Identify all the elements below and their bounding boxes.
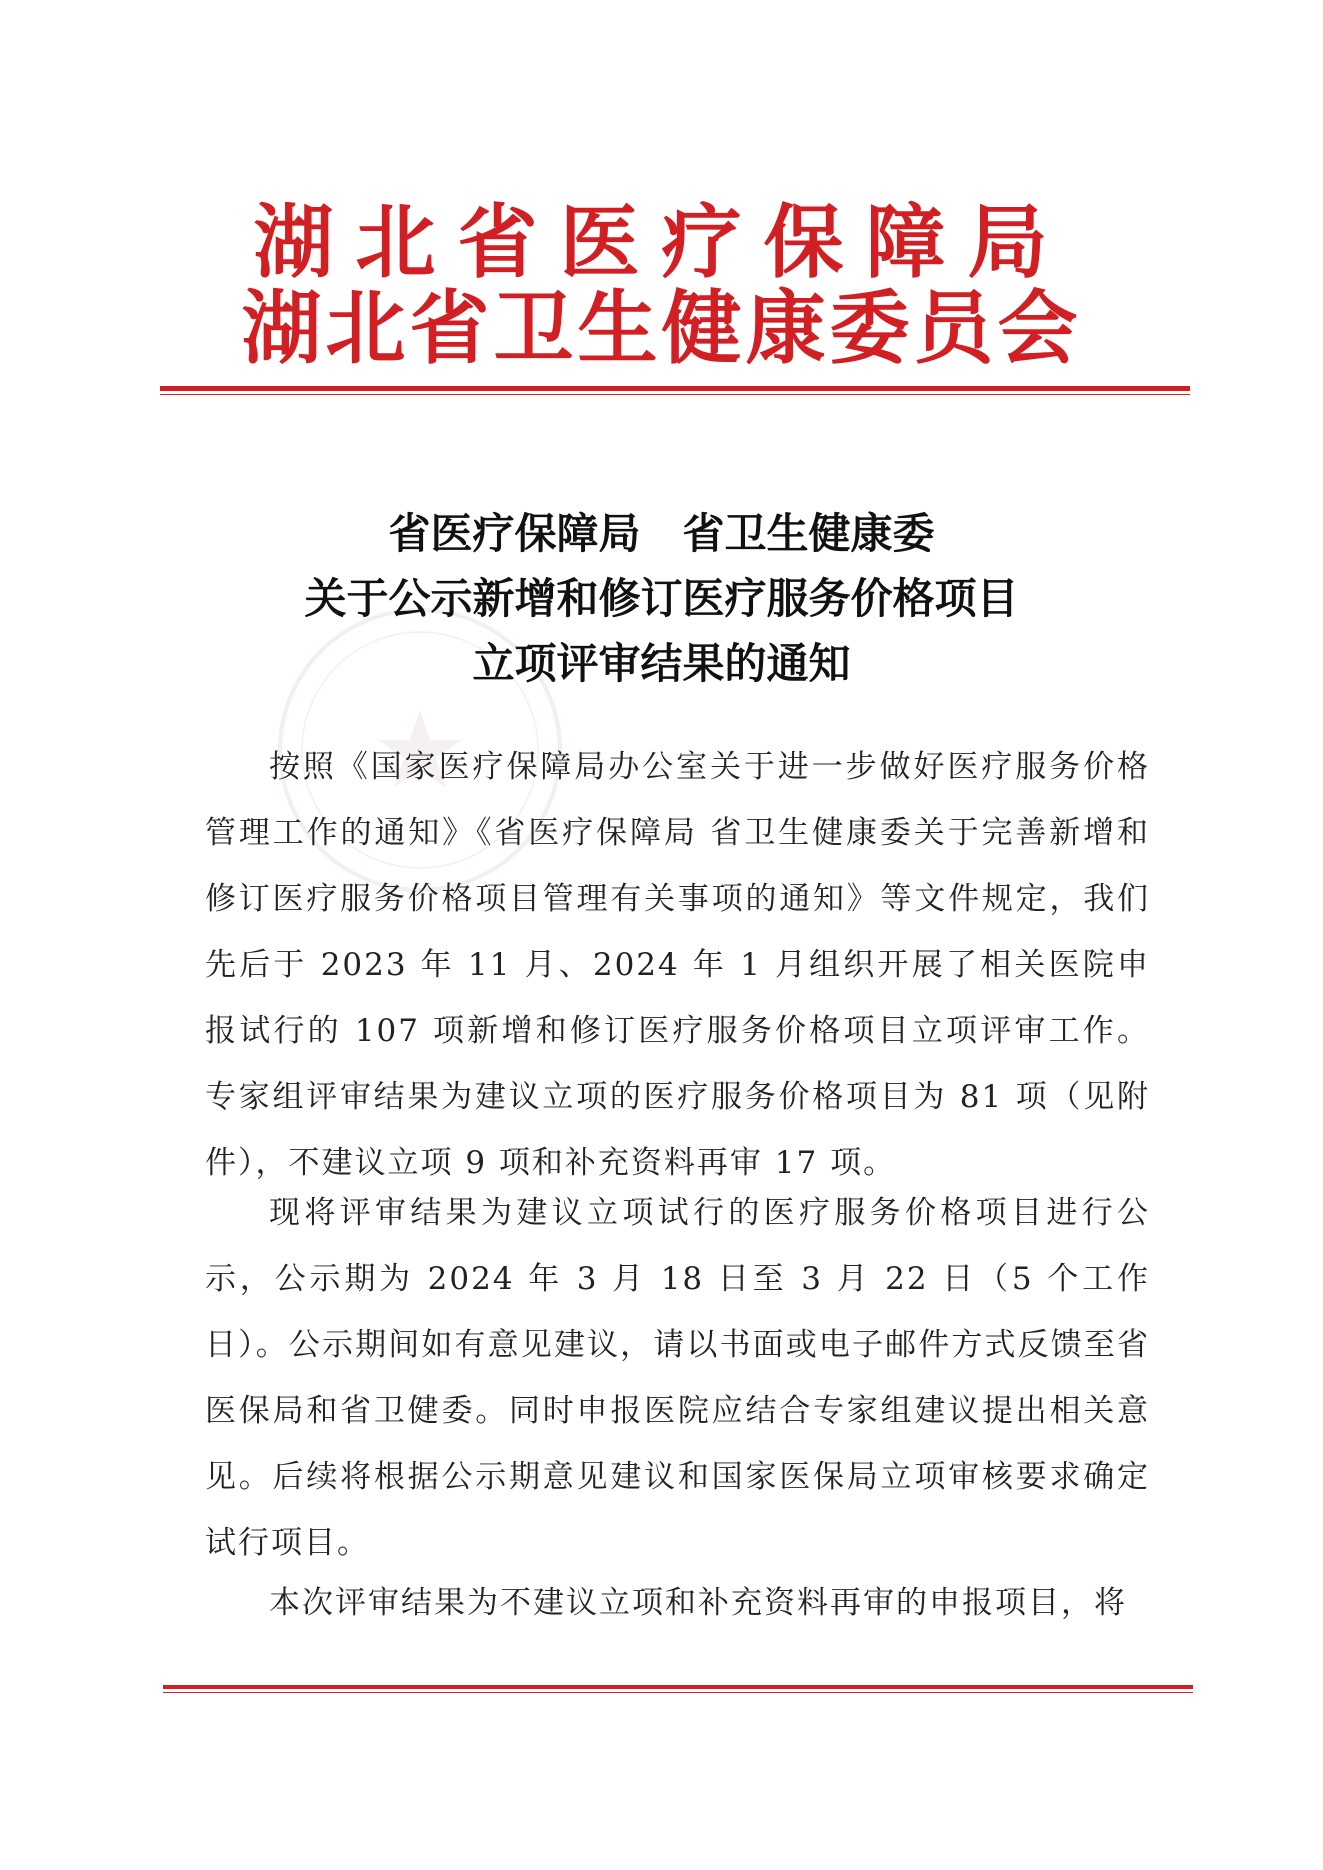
masthead-line-2: 湖北省卫生健康委员会 <box>241 282 1082 375</box>
document-title-line-3: 立项评审结果的通知 <box>472 639 851 688</box>
document-title-line-2: 关于公示新增和修订医疗服务价格项目 <box>304 574 1019 623</box>
body-paragraph-1: 按照《国家医疗保障局办公室关于进一步做好医疗服务价格管理工作的通知》《省医疗保障局 省卫生健康委关于完善新增和修订医疗服务价格项目管理有关事项的通知》等文件规定，我们先后于 2023 年 11 月、2024 年 1 月组织开展了相关医院申报试行的 107 项新增和修订医疗服务价格项目立项评审工作。专家组评审结果为建议立项的医疗服务价格项目为 81 项（见附件），不建议立项 9 项和补充资料再审 17 项。 <box>205 749 1150 1181</box>
masthead-red-rule-thin <box>160 394 1190 395</box>
masthead-line-1: 湖北省医疗保障局 <box>253 196 1070 289</box>
footer-red-rule-thin <box>163 1692 1193 1693</box>
document-title-line-1: 省医疗保障局 省卫生健康委 <box>388 509 935 558</box>
footer-red-rule <box>163 1685 1193 1689</box>
body-paragraph-3: 本次评审结果为不建议立项和补充资料再审的申报项目，将 <box>269 1585 1127 1621</box>
body-paragraph-2: 现将评审结果为建议立项试行的医疗服务价格项目进行公示，公示期为 2024 年 3 月 18 日至 3 月 22 日（5 个工作日）。公示期间如有意见建议，请以书面或电子邮件方式反馈至省医保局和省卫健委。同时申报医院应结合专家组建议提出相关意见。后续将根据公示期意见建议和国家医保局立项审核要求确定试行项目。 <box>205 1195 1150 1561</box>
masthead-red-rule <box>160 386 1190 391</box>
